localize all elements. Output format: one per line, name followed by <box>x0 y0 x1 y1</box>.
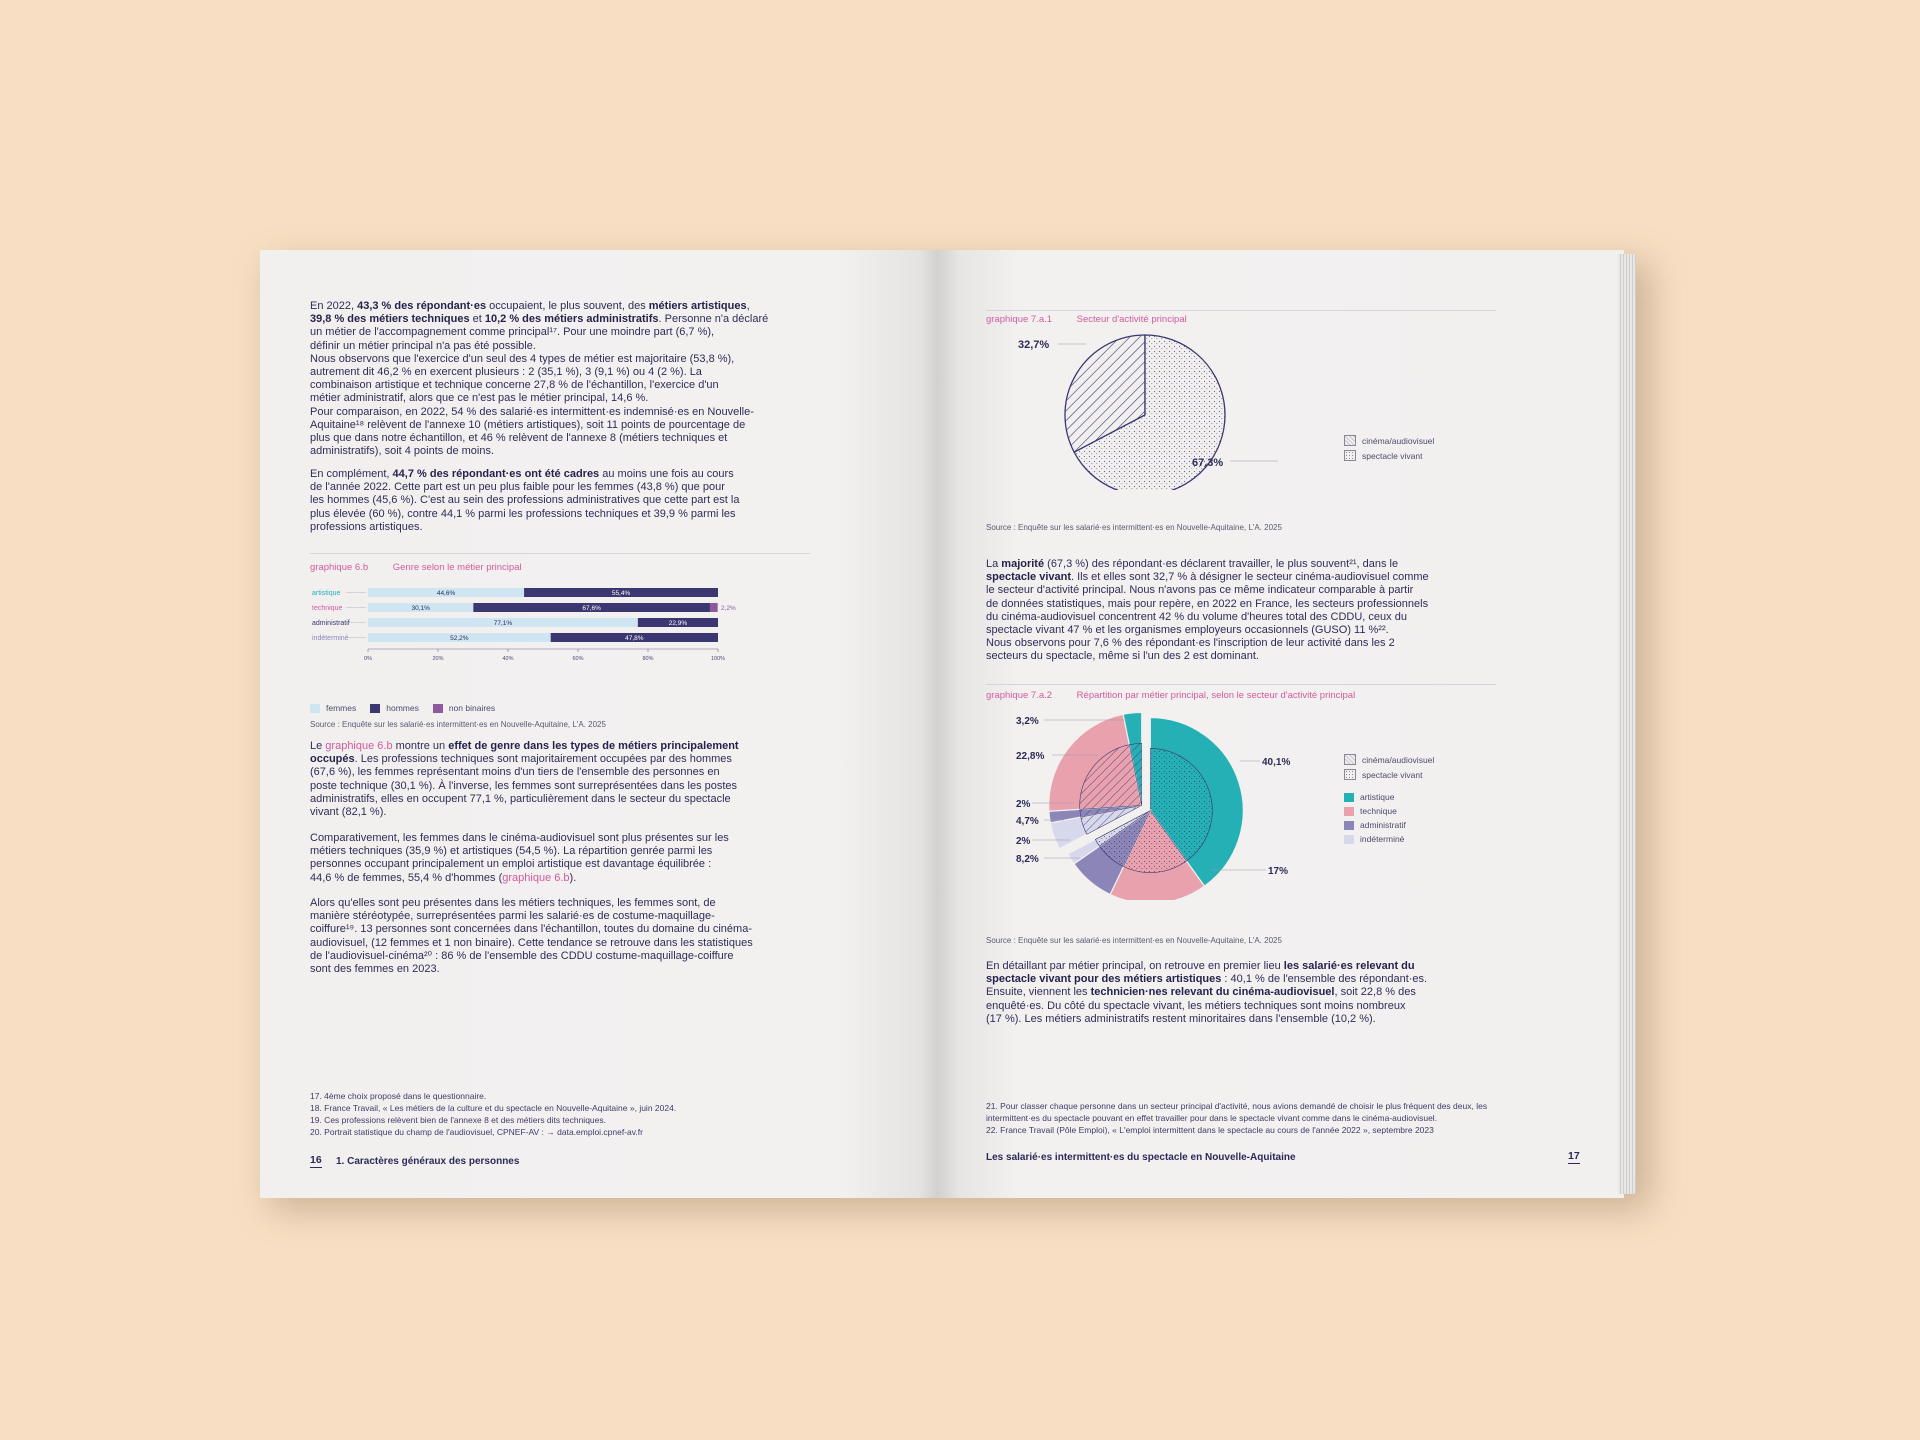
legend-cinema: cinéma/audiovisuel <box>1362 435 1435 446</box>
legend-spectacle: spectacle vivant <box>1362 450 1423 461</box>
data-label: 47,8% <box>625 635 644 642</box>
legend-non-binaires: non binaires <box>448 703 496 713</box>
chart-code: graphique 6.b <box>310 562 369 573</box>
x-tick-label: 40% <box>502 656 514 662</box>
chart-6b-caption <box>310 562 544 573</box>
x-tick-label: 80% <box>642 656 654 662</box>
chart-title: Genre selon le métier principal <box>392 562 522 573</box>
paragraph-metiers: En 2022, 43,3 % des répondant·es occupaient, le plus souvent, des métiers artistiques, 39,8 % des métiers techniques et 10,2 % des métiers administratifs. Personne n'a déclaré un métier de l'accompagnement comme principal¹⁷. Pour une moindre part (6,7 %), définir un métier principal n'a pas été possible. Nous observons que l'exercice d'un seul des 4 types de métier est majoritaire (53,8 %), autrement dit 46,2 % en exercent plusieurs : 2 (35,1 %), 3 (9,1 %) ou 4 (2 %). La combinaison artistique et technique concerne 27,8 % de l'échantillon, l'exercice d'un métier administratif, alors que ce n'est pas le métier principal, 14,6 %. Pour comparaison, en 2022, 54 % des salarié·es intermittent·es indemnisé·es en Nouvelle- Aquitaine¹⁸ relèvent de l'annexe 10 (métiers artistiques), soit 11 points de pourcentage de plus que dans notre échantillon, et 46 % relèvent de l'annexe 8 (métiers techniques et administratifs), soit 4 points de moins. <box>310 300 769 458</box>
chart-6b-legend <box>310 703 495 717</box>
chart-code: graphique 7.a.1 <box>986 314 1053 325</box>
paragraph-detail-metier: En détaillant par métier principal, on retrouve en premier lieu les salarié·es relevant du spectacle vivant pour des métiers artistiques : 40,1 % de l'ensemble des répondant·es. Ensuite, viennent les technicien·nes relevant du cinéma-audiovisuel, soit 22,8 % des enquêté·es. Du côté du spectacle vivant, les métiers techniques sont moins nombreux (17 %). Les métiers administratifs restent minoritaires dans l'ensemble (10,2 %). <box>986 960 1428 1025</box>
slice-label-administratif-spectacle: 8,2% <box>1016 854 1039 865</box>
chart-code: graphique 7.a.2 <box>986 690 1053 701</box>
slice-label-administratif-cinema: 2% <box>1016 799 1031 810</box>
legend-swatch-hommes <box>370 704 380 713</box>
slice-label-artistique-spectacle: 40,1% <box>1262 757 1291 768</box>
chart-7a1-source: Source : Enquête sur les salarié·es intermittent·es en Nouvelle-Aquitaine, L'A. 2025 <box>986 523 1282 532</box>
paragraph-effet-genre: Le graphique 6.b montre un effet de genre dans les types de métiers principalement occupés. Les professions techniques sont majoritairement occupées par des hommes (67,6 %), les femmes représentant moins d'un tiers de l'ensemble des personnes en poste technique (30,1 %). À l'inverse, les femmes sont surreprésentées dans les postes administratifs, elles en occupent 77,1 %, particulièrement dans le secteur du spectacle vivant (82,1 %). <box>310 740 739 819</box>
legend-swatch-technique <box>1344 807 1354 816</box>
x-tick-label: 20% <box>432 656 444 662</box>
paragraph-comparativement: Comparativement, les femmes dans le cinéma-audiovisuel sont plus présentes sur les métiers techniques (35,9 %) et artistiques (54,5 %). La répartition genrée parmi les personnes occupant principalement un emploi artistique est davantage équilibrée : 44,6 % de femmes, 55,4 % d'hommes (graphique 6.b). <box>310 832 729 884</box>
chart-divider <box>310 553 810 554</box>
data-label: 22,9% <box>668 620 688 627</box>
slice-label-technique-cinema: 22,8% <box>1016 751 1045 762</box>
legend-swatch-femmes <box>310 704 320 713</box>
chart-title: Répartition par métier principal, selon le secteur d'activité principal <box>1076 690 1356 701</box>
chart-7a1 <box>978 330 1338 490</box>
chart-7a2-legend <box>1344 754 1434 848</box>
legend-swatch-cinema <box>1344 754 1356 765</box>
legend-swatch-spectacle <box>1344 450 1356 461</box>
chart-7a1-caption <box>986 314 1209 325</box>
footnotes-right: 21. Pour classer chaque personne dans un secteur principal d'activité, nous avions demandé de choisir le plus fréquent des deux, les intermittent·es du spectacle pouvant en effet travailler pour dans le spectacle vivant comme dans le cinéma-audiovisuel. 22. France Travail (Pôle Emploi), « L'emploi intermittent dans le spectacle au cours de l'année 2022 », septembre 2023 <box>986 1101 1488 1135</box>
paragraph-costume: Alors qu'elles sont peu présentes dans les métiers techniques, les femmes sont, de manière stéréotypée, surreprésentées parmi les salarié·es de costume-maquillage- coiffure¹⁹. 13 personnes sont concernées dans l'échantillon, toutes du domaine du cinéma- audiovisuel, (12 femmes et 1 non binaire). Cette tendance se retrouve dans les statistiques de l'audiovisuel-cinéma²⁰ : 86 % de l'ensemble des CDDU costume-maquillage-coiffure sont des femmes en 2023. <box>310 897 753 976</box>
paragraph-majorite: La majorité (67,3 %) des répondant·es déclarent travailler, le plus souvent²¹, dans le spectacle vivant. Ils et elles sont 32,7 % à désigner le secteur cinéma-audiovisuel comme le secteur d'activité principal. Nous n'avons pas ce même indicateur comparable à partir de données statistiques, mais pour repère, en 2022 en France, les secteurs professionnels du cinéma-audiovisuel concentrent 42 % du volume d'heures total des CDDU, ceux du spectacle vivant 47 % et les organismes employeurs occasionnels (GUSO) 11 %²². Nous observons pour 7,6 % des répondant·es l'inscription de leur activité dans les 2 secteurs du spectacle, même si l'un des 2 est dominant. <box>986 558 1429 663</box>
footer-title-right: Les salarié·es intermittent·es du spectacle en Nouvelle-Aquitaine <box>986 1152 1296 1163</box>
footer-title-left: 1. Caractères généraux des personnes <box>336 1156 520 1167</box>
category-label: artistique <box>312 590 341 597</box>
page-number-left: 16 <box>310 1154 322 1166</box>
legend-femmes: femmes <box>326 703 357 713</box>
legend-swatch-artistique <box>1344 793 1354 802</box>
page-edges <box>1618 254 1636 1194</box>
slice-label-indetermine-spectacle: 2% <box>1016 836 1031 847</box>
category-label: administratif <box>312 620 350 627</box>
slice-label-artistique-cinema: 3,2% <box>1016 716 1039 727</box>
bar-non-binaires <box>710 603 718 612</box>
chart-7a1-legend <box>1344 435 1434 465</box>
chart-7a2-caption <box>986 690 1377 701</box>
chart1-divider <box>986 310 1496 311</box>
legend-swatch-administratif <box>1344 821 1354 830</box>
chart-6b <box>300 580 740 675</box>
left-page <box>260 250 940 1198</box>
data-label: 67,6% <box>582 605 601 612</box>
paragraph-cadres: En complément, 44,7 % des répondant·es ont été cadres au moins une fois au cours de l'année 2022. Cette part est un peu plus faible pour les femmes (43,8 %) que pour les hommes (45,6 %). C'est au sein des professions administratives que cette part est la plus élevée (60 %), contre 44,1 % parmi les professions techniques et 39,9 % parmi les professions artistiques. <box>310 468 740 533</box>
legend-swatch-cinema <box>1344 435 1356 446</box>
legend-hommes: hommes <box>386 703 419 713</box>
chart2-divider <box>986 684 1496 685</box>
legend-technique: technique <box>1360 806 1397 816</box>
chart-7a2-source: Source : Enquête sur les salarié·es intermittent·es en Nouvelle-Aquitaine, L'A. 2025 <box>986 936 1282 945</box>
data-label: 77,1% <box>493 620 513 627</box>
slice-label-indetermine-cinema: 4,7% <box>1016 816 1039 827</box>
legend-indetermine: indéterminé <box>1360 834 1405 844</box>
footnotes-left: 17. 4ème choix proposé dans le questionnaire. 18. France Travail, « Les métiers de la culture et du spectacle en Nouvelle-Aquitaine », juin 2024. 19. Ces professions relèvent bien de l'annexe 8 et des métiers dits techniques. 20. Portrait statistique du champ de l'audiovisuel, CPNEF-AV : → data.emploi.cpnef-av.fr <box>310 1091 677 1137</box>
chart-7a2 <box>978 710 1338 900</box>
legend-swatch-indetermine <box>1344 835 1354 844</box>
data-label: 30,1% <box>411 605 430 612</box>
right-page <box>938 250 1624 1198</box>
slice-label-technique-spectacle: 17% <box>1268 866 1289 877</box>
slice-label-cinema: 32,7% <box>1018 339 1050 351</box>
data-label: 2,2% <box>721 605 736 612</box>
category-label: technique <box>312 605 343 612</box>
x-tick-label: 100% <box>710 656 726 662</box>
chart-title: Secteur d'activité principal <box>1076 314 1187 325</box>
x-tick-label: 0% <box>364 656 372 662</box>
page-number-right: 17 <box>1568 1150 1580 1162</box>
data-label: 44,6% <box>436 590 456 597</box>
legend-cinema: cinéma/audiovisuel <box>1362 754 1435 765</box>
x-tick-label: 60% <box>572 656 584 662</box>
category-label: indéterminé <box>312 635 349 642</box>
legend-spectacle: spectacle vivant <box>1362 769 1423 780</box>
slice-label-spectacle: 67,3% <box>1192 457 1224 469</box>
chart-6b-source: Source : Enquête sur les salarié·es intermittent·es en Nouvelle-Aquitaine, L'A. 2025 <box>310 720 606 729</box>
legend-swatch-non-binaires <box>433 704 443 713</box>
legend-swatch-spectacle <box>1344 769 1356 780</box>
legend-administratif: administratif <box>1360 820 1406 830</box>
legend-artistique: artistique <box>1360 792 1395 802</box>
data-label: 55,4% <box>611 590 631 597</box>
data-label: 52,2% <box>450 635 469 642</box>
